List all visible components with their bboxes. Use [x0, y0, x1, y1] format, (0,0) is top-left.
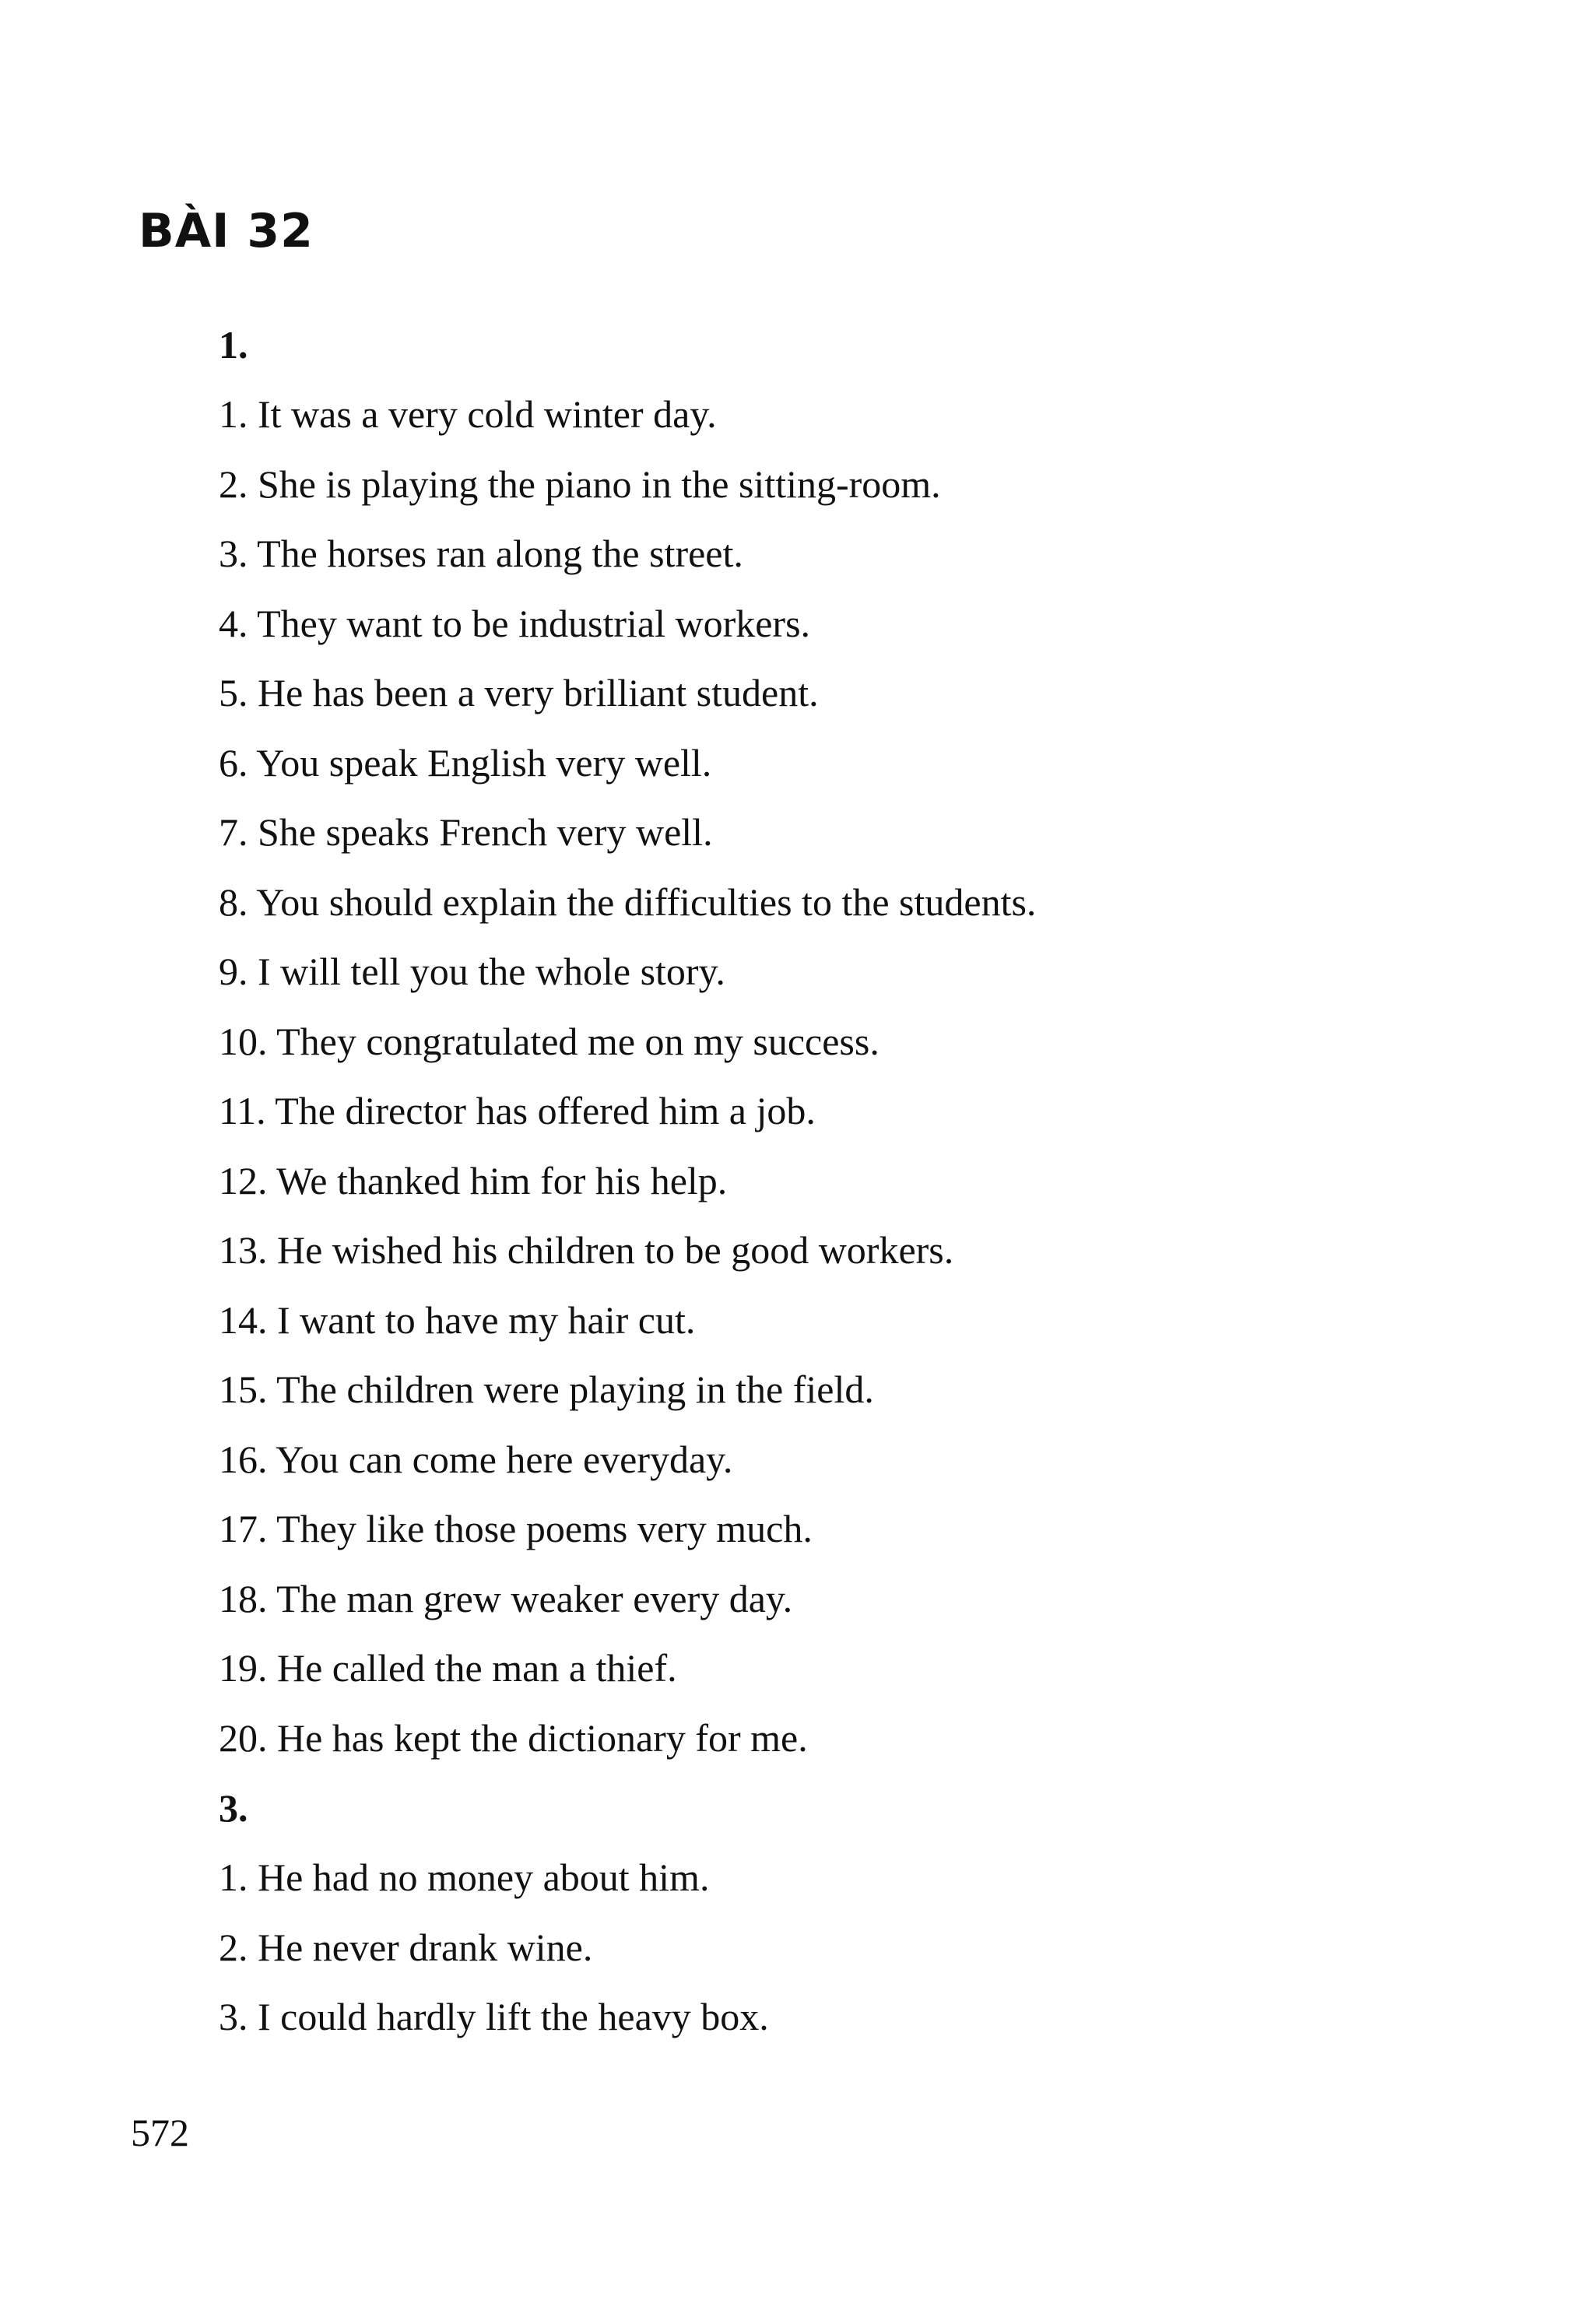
sentence-item: 1. It was a very cold winter day. [219, 392, 717, 436]
sentence-item: 3. The horses ran along the street. [219, 532, 743, 575]
page-title: BÀI 32 [139, 204, 314, 258]
sentence-item: 20. He has kept the dictionary for me. [219, 1715, 808, 1760]
sentence-item: 7. She speaks French very well. [219, 810, 713, 854]
exercise-content [219, 310, 1464, 2052]
section-1 [219, 310, 1464, 1773]
sentence-item: 2. She is playing the piano in the sitting-room. [219, 462, 941, 506]
sentence-item: 12. We thanked him for his help. [219, 1158, 728, 1202]
sentence-item: 11. The director has offered him a job. [219, 1089, 816, 1132]
sentence-item: 9. I will tell you the whole story. [219, 950, 725, 993]
section-label: 1. [219, 323, 248, 367]
sentence-item: 17. They like those poems very much. [219, 1507, 813, 1550]
sentence-item: 4. They want to be industrial workers. [219, 601, 811, 645]
sentence-item: 15. The children were playing in the field. [219, 1367, 874, 1411]
sentence-item: 14. I want to have my hair cut. [219, 1297, 696, 1342]
sentence-item: 2. He never drank wine. [219, 1925, 593, 1969]
sentence-item: 1. He had no money about him. [219, 1855, 710, 1899]
section-3 [219, 1773, 1464, 2052]
sentence-item: 19. He called the man a thief. [219, 1646, 677, 1690]
sentence-item: 6. You speak English very well. [219, 740, 712, 785]
sentence-item: 13. He wished his children to be good workers. [219, 1228, 954, 1272]
sentence-item: 16. You can come here everyday. [219, 1437, 733, 1481]
sentence-item: 10. They congratulated me on my success. [219, 1019, 880, 1063]
page-number: 572 [131, 2111, 189, 2154]
sentence-item: 8. You should explain the difficulties to the students. [219, 879, 1037, 924]
sentence-item: 5. He has been a very brilliant student. [219, 671, 819, 714]
sentence-item: 3. I could hardly lift the heavy box. [219, 1995, 769, 2038]
sentence-item: 18. The man grew weaker every day. [219, 1576, 793, 1620]
section-label: 3. [219, 1786, 248, 1830]
